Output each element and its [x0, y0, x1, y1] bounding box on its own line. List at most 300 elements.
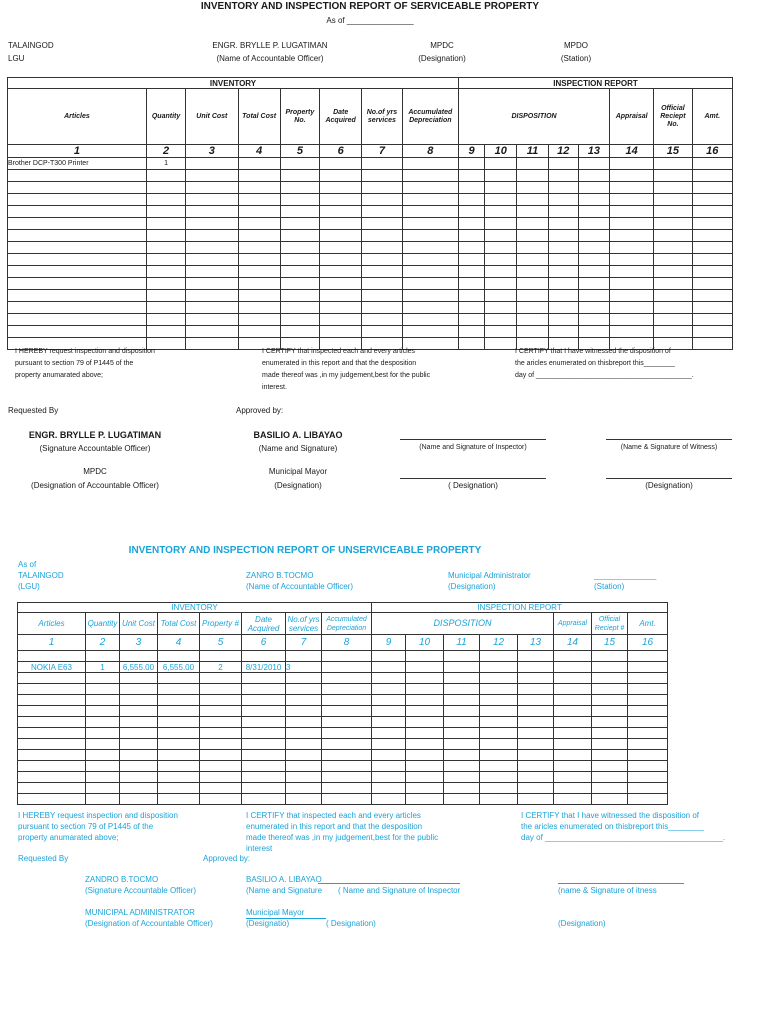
- table-cell: [518, 706, 554, 717]
- table-cell: [592, 739, 628, 750]
- table-cell: [518, 673, 554, 684]
- table-row: [18, 673, 668, 684]
- table-cell: [485, 338, 517, 350]
- table-cell: [238, 254, 280, 266]
- table-cell: [280, 326, 319, 338]
- col-number: 14: [610, 145, 654, 158]
- inspector-signature-line: [400, 439, 546, 440]
- table-cell: [322, 772, 372, 783]
- table-cell: [459, 242, 485, 254]
- table-cell: [517, 314, 548, 326]
- table-cell: [480, 728, 518, 739]
- report-title: INVENTORY AND INSPECTION REPORT OF UNSERVICEABLE PROPERTY: [128, 545, 482, 556]
- table-cell: [628, 761, 668, 772]
- table-cell: [200, 772, 242, 783]
- table-cell: [280, 218, 319, 230]
- table-cell: [459, 314, 485, 326]
- table-cell: [592, 673, 628, 684]
- table-row: [18, 695, 668, 706]
- table-cell: [548, 194, 578, 206]
- col-number: 16: [692, 145, 732, 158]
- table-cell: [158, 728, 200, 739]
- table-cell: [592, 794, 628, 805]
- table-cell: [158, 772, 200, 783]
- table-cell: [200, 761, 242, 772]
- table-cell: [322, 761, 372, 772]
- table-cell: [120, 695, 158, 706]
- quantity-cell: 1: [86, 662, 120, 673]
- table-cell: [362, 254, 402, 266]
- cert-line: I CERTIFY that I have witnessed the disposition of: [521, 811, 700, 820]
- table-cell: [628, 783, 668, 794]
- table-row: [18, 750, 668, 761]
- table-cell: [548, 218, 578, 230]
- table-cell: [518, 695, 554, 706]
- date-acquired-cell: 8/31/2010: [242, 662, 286, 673]
- approver-designation: Municipal Mayor: [268, 467, 328, 476]
- table-row: [18, 794, 668, 805]
- inspector-designation-label: ( Designation): [448, 481, 498, 490]
- table-cell: [18, 750, 86, 761]
- table-cell: [8, 254, 147, 266]
- table-cell: [548, 254, 578, 266]
- table-cell: [86, 761, 120, 772]
- table-cell: [518, 684, 554, 695]
- report-title: INVENTORY AND INSPECTION REPORT OF SERVICEABLE PROPERTY: [200, 1, 540, 12]
- col-number: 2: [86, 635, 120, 651]
- table-cell: [8, 230, 147, 242]
- table-cell: [578, 230, 609, 242]
- table-cell: [485, 314, 517, 326]
- table-cell: [628, 695, 668, 706]
- table-cell: [372, 684, 406, 695]
- table-row: [18, 717, 668, 728]
- lgu-label: LGU: [8, 54, 25, 63]
- table-cell: [406, 794, 444, 805]
- table-cell: [554, 717, 592, 728]
- table-cell: [320, 194, 362, 206]
- table-cell: [146, 278, 185, 290]
- table-cell: [120, 684, 158, 695]
- table-cell: [186, 278, 238, 290]
- table-cell: [120, 750, 158, 761]
- station-value: MPDO: [564, 41, 588, 50]
- table-cell: [628, 706, 668, 717]
- table-cell: [459, 218, 485, 230]
- table-cell: [18, 783, 86, 794]
- witness-signature-label: (name & Signature of itness: [558, 886, 657, 895]
- table-cell: [406, 684, 444, 695]
- table-cell: [86, 772, 120, 783]
- table-row: [8, 182, 733, 194]
- col-number: 4: [158, 635, 200, 651]
- table-cell: [485, 194, 517, 206]
- table-cell: [610, 314, 654, 326]
- table-cell: [517, 242, 548, 254]
- table-cell: [362, 266, 402, 278]
- table-cell: [402, 290, 458, 302]
- table-cell: [402, 230, 458, 242]
- approver-designation-label: (Designation): [274, 481, 322, 490]
- table-cell: [485, 218, 517, 230]
- table-cell: [280, 170, 319, 182]
- table-cell: [692, 290, 732, 302]
- table-row: [18, 651, 668, 662]
- table-row: [8, 242, 733, 254]
- table-cell: [320, 278, 362, 290]
- table-cell: [610, 290, 654, 302]
- table-row: [18, 728, 668, 739]
- col-number: 3: [186, 145, 238, 158]
- table-cell: [554, 750, 592, 761]
- table-cell: [86, 794, 120, 805]
- table-row: [18, 706, 668, 717]
- table-cell: [280, 278, 319, 290]
- table-cell: [238, 194, 280, 206]
- table-cell: [320, 218, 362, 230]
- inspector-signature-label: ( Name and Signature of Inspector: [338, 886, 461, 895]
- table-cell: [372, 772, 406, 783]
- table-cell: [238, 290, 280, 302]
- table-cell: [444, 684, 480, 695]
- col-depreciation: Accumulated Depreciation: [322, 613, 372, 635]
- table-cell: [186, 182, 238, 194]
- table-cell: [692, 278, 732, 290]
- table-cell: [120, 783, 158, 794]
- table-cell: [372, 673, 406, 684]
- table-cell: [518, 717, 554, 728]
- cert-line: day of ________________________________________.: [515, 372, 694, 379]
- officer-designation-label: (Designation of Accountable Officer): [31, 481, 159, 490]
- col-disposition: DISPOSITION: [459, 89, 610, 145]
- station-value: ______________: [594, 571, 657, 580]
- table-cell: [158, 673, 200, 684]
- table-cell: [402, 206, 458, 218]
- cert-line: I HEREBY request inspection and disposition: [18, 811, 178, 820]
- table-cell: [485, 254, 517, 266]
- table-cell: [406, 695, 444, 706]
- inspector-designation-line: [400, 478, 546, 479]
- table-row: [8, 254, 733, 266]
- table-cell: [548, 290, 578, 302]
- signatory-officer-name: ENGR. BRYLLE P. LUGATIMAN: [28, 430, 162, 440]
- table-row: [8, 302, 733, 314]
- table-cell: [200, 673, 242, 684]
- table-row: [8, 326, 733, 338]
- table-cell: [628, 728, 668, 739]
- table-cell: [8, 170, 147, 182]
- column-number-row: [8, 145, 733, 158]
- table-cell: [692, 314, 732, 326]
- witness-certification: [515, 346, 694, 382]
- approver-designation-label: (Designatio): [246, 919, 290, 928]
- table-cell: [362, 290, 402, 302]
- table-cell: [480, 739, 518, 750]
- table-row: [18, 783, 668, 794]
- table-cell: [406, 750, 444, 761]
- table-cell: [518, 750, 554, 761]
- table-cell: [628, 739, 668, 750]
- table-cell: [322, 750, 372, 761]
- station-label: (Station): [594, 582, 625, 591]
- col-number: 8: [322, 635, 372, 651]
- table-cell: [8, 242, 147, 254]
- table-cell: [548, 314, 578, 326]
- table-cell: [402, 242, 458, 254]
- table-cell: [459, 230, 485, 242]
- table-cell: [280, 182, 319, 194]
- table-cell: [459, 254, 485, 266]
- table-cell: [286, 695, 322, 706]
- table-cell: [200, 684, 242, 695]
- table-cell: [517, 170, 548, 182]
- table-cell: [8, 266, 147, 278]
- col-quantity: Quantity: [86, 613, 120, 635]
- table-cell: [548, 266, 578, 278]
- witness-signature-line: [558, 883, 684, 884]
- col-date-acquired: Date Acquired: [320, 89, 362, 145]
- table-cell: [238, 326, 280, 338]
- table-cell: [554, 706, 592, 717]
- table-cell: [200, 794, 242, 805]
- table-cell: [146, 170, 185, 182]
- table-cell: [8, 218, 147, 230]
- table-cell: [8, 194, 147, 206]
- table-cell: [146, 218, 185, 230]
- col-receipt-no: Official Reciept No.: [654, 89, 692, 145]
- table-cell: [459, 338, 485, 350]
- table-cell: [362, 242, 402, 254]
- table-cell: [402, 170, 458, 182]
- table-cell: [554, 783, 592, 794]
- table-cell: [480, 695, 518, 706]
- table-cell: [654, 170, 692, 182]
- table-cell: [120, 739, 158, 750]
- col-date-acquired: Date Acquired: [242, 613, 286, 635]
- table-cell: [186, 338, 238, 350]
- table-cell: [242, 717, 286, 728]
- table-cell: [146, 266, 185, 278]
- table-cell: [362, 278, 402, 290]
- table-cell: [554, 684, 592, 695]
- table-cell: [238, 218, 280, 230]
- table-cell: [158, 684, 200, 695]
- table-cell: [186, 242, 238, 254]
- col-number: 1: [8, 145, 147, 158]
- inventory-group-header: INVENTORY: [8, 78, 459, 89]
- table-cell: [238, 278, 280, 290]
- table-cell: [692, 266, 732, 278]
- col-number: 6: [320, 145, 362, 158]
- table-cell: [402, 326, 458, 338]
- cert-line: the aricles enumerated on thisbreport this________: [521, 822, 704, 831]
- table-cell: [654, 206, 692, 218]
- table-cell: [362, 170, 402, 182]
- table-cell: [322, 695, 372, 706]
- signatory-officer-label: (Signature Accountable Officer): [85, 886, 197, 895]
- request-certification: [18, 810, 178, 843]
- table-cell: [406, 761, 444, 772]
- witness-certification: [521, 810, 725, 843]
- table-cell: [362, 314, 402, 326]
- table-cell: [18, 695, 86, 706]
- table-cell: [517, 206, 548, 218]
- table-cell: [692, 218, 732, 230]
- table-cell: [158, 706, 200, 717]
- table-cell: [322, 684, 372, 695]
- table-cell: [286, 684, 322, 695]
- table-cell: [86, 750, 120, 761]
- table-cell: [654, 242, 692, 254]
- requested-by-label: Requested By: [18, 854, 69, 863]
- table-cell: [628, 772, 668, 783]
- table-cell: [372, 717, 406, 728]
- table-cell: [610, 254, 654, 266]
- table-cell: [200, 739, 242, 750]
- table-cell: [120, 717, 158, 728]
- table-cell: [242, 739, 286, 750]
- table-cell: [286, 739, 322, 750]
- table-cell: [200, 717, 242, 728]
- table-row: [8, 278, 733, 290]
- table-row: [8, 158, 733, 170]
- table-cell: [402, 254, 458, 266]
- inventory-group-header: INVENTORY: [18, 603, 372, 613]
- table-cell: [578, 278, 609, 290]
- table-cell: [459, 182, 485, 194]
- witness-signature-label: (Name & Signature of Witness): [620, 444, 718, 451]
- col-number: 9: [372, 635, 406, 651]
- table-cell: [186, 290, 238, 302]
- table-cell: [186, 302, 238, 314]
- table-cell: [158, 783, 200, 794]
- cert-line: property anumarated above;: [15, 372, 103, 379]
- table-cell: [322, 717, 372, 728]
- col-number: 3: [120, 635, 158, 651]
- witness-designation-label: (Designation): [558, 919, 606, 928]
- col-total-cost: Total Cost: [158, 613, 200, 635]
- table-cell: [320, 254, 362, 266]
- table-cell: [485, 326, 517, 338]
- table-cell: [18, 684, 86, 695]
- col-number: 11: [517, 145, 548, 158]
- table-row: [18, 684, 668, 695]
- table-cell: [692, 170, 732, 182]
- table-cell: [578, 266, 609, 278]
- table-cell: [402, 266, 458, 278]
- table-cell: [280, 290, 319, 302]
- officer-designation-label: (Designation of Accountable Officer): [85, 919, 213, 928]
- col-amount: Amt.: [628, 613, 668, 635]
- table-cell: [592, 728, 628, 739]
- table-cell: [320, 314, 362, 326]
- table-cell: [286, 772, 322, 783]
- col-disposition: DISPOSITION: [372, 613, 554, 635]
- table-cell: [654, 230, 692, 242]
- table-cell: [120, 673, 158, 684]
- officer-designation: MPDC: [83, 467, 107, 476]
- table-cell: [518, 772, 554, 783]
- approver-label: (Name and Signature): [258, 444, 338, 453]
- officer-name: ZANRO B.TOCMO: [246, 571, 314, 580]
- table-cell: [372, 706, 406, 717]
- table-cell: [18, 717, 86, 728]
- col-property-no: Property #: [200, 613, 242, 635]
- table-cell: [444, 739, 480, 750]
- table-cell: [692, 326, 732, 338]
- col-articles: Articles: [8, 89, 147, 145]
- table-cell: [18, 761, 86, 772]
- table-cell: [18, 772, 86, 783]
- table-cell: [280, 230, 319, 242]
- table-cell: [120, 761, 158, 772]
- col-receipt-no: Official Reciept #: [592, 613, 628, 635]
- table-cell: [480, 750, 518, 761]
- table-cell: [402, 182, 458, 194]
- table-cell: [610, 194, 654, 206]
- col-number: 8: [402, 145, 458, 158]
- table-cell: [692, 242, 732, 254]
- table-cell: [320, 230, 362, 242]
- lgu-name: TALAINGOD: [8, 41, 54, 50]
- col-number: 7: [286, 635, 322, 651]
- table-cell: [578, 182, 609, 194]
- table-cell: [280, 302, 319, 314]
- table-cell: [322, 794, 372, 805]
- table-cell: [200, 750, 242, 761]
- table-cell: [320, 302, 362, 314]
- table-cell: [628, 750, 668, 761]
- table-cell: [200, 706, 242, 717]
- table-cell: [18, 673, 86, 684]
- table-cell: [8, 278, 147, 290]
- table-cell: [485, 170, 517, 182]
- officer-label: (Name of Accountable Officer): [216, 54, 324, 63]
- col-unit-cost: Unit Cost: [186, 89, 238, 145]
- table-cell: [238, 314, 280, 326]
- witness-designation-line: [606, 478, 732, 479]
- table-cell: [517, 278, 548, 290]
- approved-by-label: Approved by:: [236, 406, 284, 415]
- designation-value: MPDC: [430, 41, 454, 50]
- table-cell: [554, 772, 592, 783]
- table-cell: [242, 728, 286, 739]
- table-cell: [654, 290, 692, 302]
- table-cell: [444, 673, 480, 684]
- table-cell: [238, 206, 280, 218]
- table-cell: [444, 794, 480, 805]
- table-cell: [146, 302, 185, 314]
- cert-line: pursuant to section 79 of P1445 of the: [15, 360, 134, 367]
- table-cell: [146, 290, 185, 302]
- table-cell: [578, 218, 609, 230]
- table-cell: [444, 728, 480, 739]
- table-cell: [610, 182, 654, 194]
- table-row: [8, 206, 733, 218]
- inspector-signature-line: [318, 883, 460, 884]
- table-cell: [18, 739, 86, 750]
- table-cell: [610, 230, 654, 242]
- table-row: [18, 772, 668, 783]
- table-cell: [517, 266, 548, 278]
- years-service-cell: 3: [286, 662, 322, 673]
- table-cell: [548, 326, 578, 338]
- table-cell: [8, 326, 147, 338]
- table-cell: [322, 783, 372, 794]
- table-cell: [322, 739, 372, 750]
- table-cell: [517, 326, 548, 338]
- table-cell: [517, 230, 548, 242]
